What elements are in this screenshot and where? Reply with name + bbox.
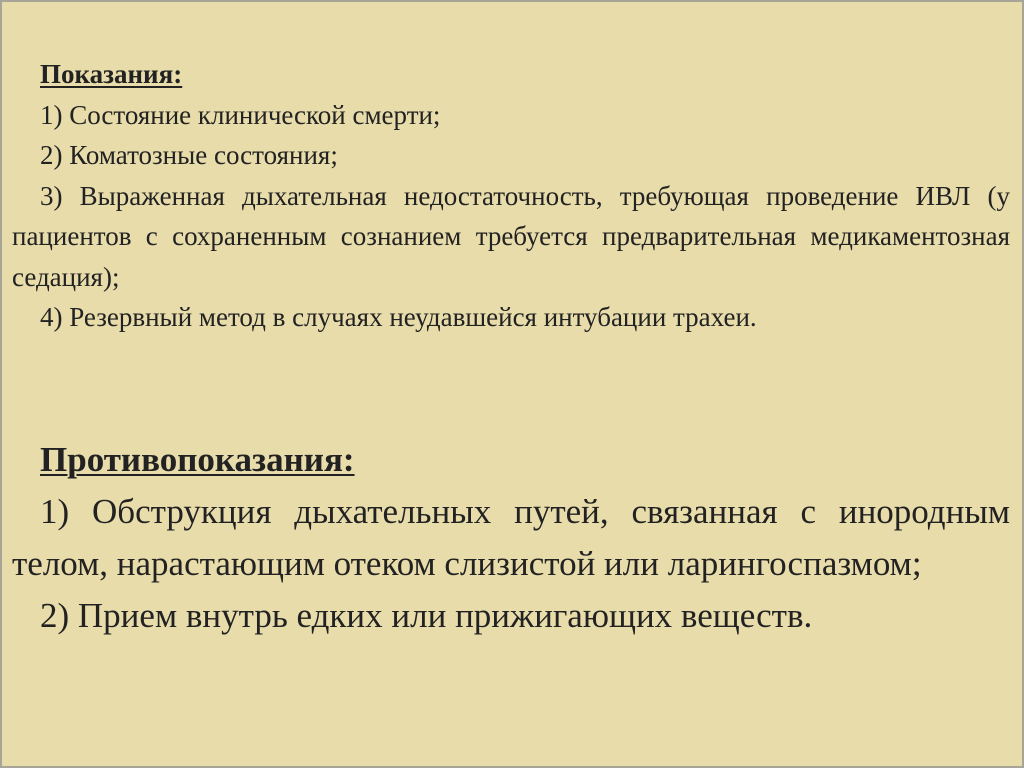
indications-item-1: 1) Состояние клинической смерти; <box>40 99 441 130</box>
contraindications-heading: Противопоказания: <box>40 440 355 479</box>
indications-section <box>12 54 1010 338</box>
indications-heading: Показания: <box>40 59 183 89</box>
indications-item-4: 4) Резервный метод в случаях неудавшейся интубации трахеи. <box>40 302 757 332</box>
contraindications-section <box>12 434 1010 642</box>
contraindications-item-1: 1) Обструкция дыхательных путей, связанная с инородным телом, нарастающим отеком слизистой или ларингоспазмом; <box>12 492 1010 583</box>
contraindications-item-2: 2) Прием внутрь едких или прижигающих веществ. <box>40 596 813 635</box>
indications-item-2: 2) Коматозные состояния; <box>40 140 338 170</box>
indications-item-3: 3) Выраженная дыхательная недостаточность, требующая проведение ИВЛ (у пациентов с сохраненным сознанием требуется предварительная медикаментозная седация); <box>12 180 1010 292</box>
